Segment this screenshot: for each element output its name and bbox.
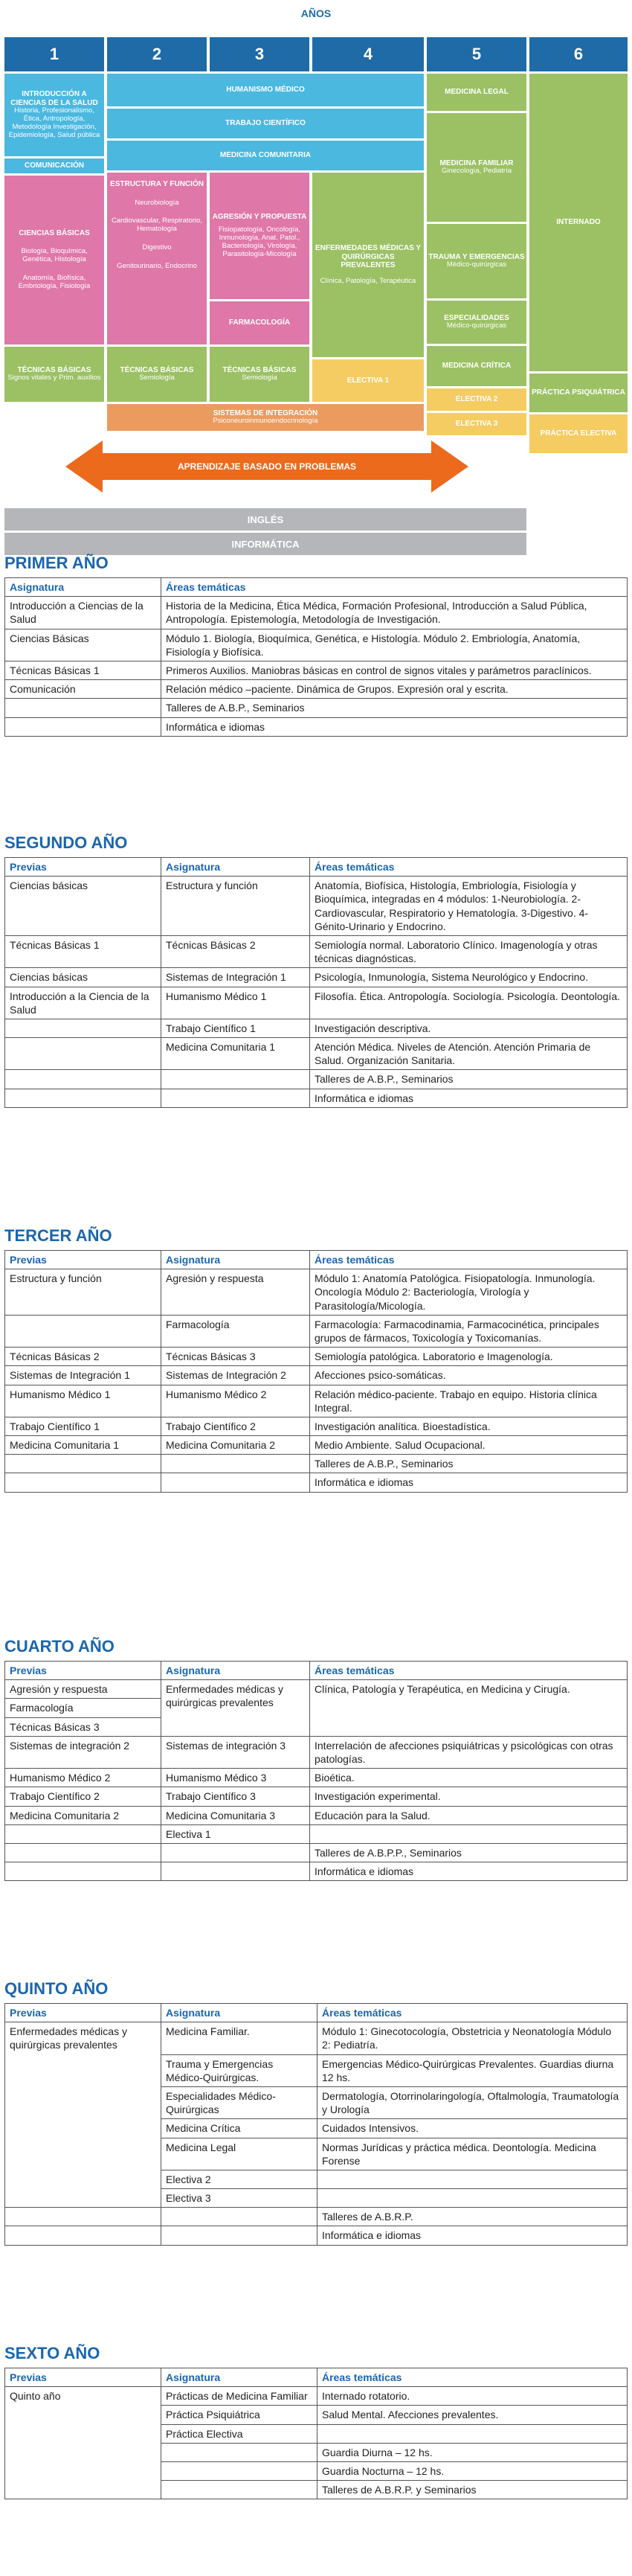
year-header-6: 6 (529, 37, 628, 71)
table-row (5, 1473, 628, 1492)
year-title: SEGUNDO AÑO (4, 833, 128, 852)
column-header: Áreas temáticas (310, 1251, 628, 1269)
table-cell (161, 2208, 317, 2226)
year-table-4 (4, 1661, 628, 1881)
table-cell: Atención Médica. Niveles de Atención. Atención Primaria de Salud. Organización Sanitaria. (310, 1038, 628, 1070)
table-cell: Salud Mental. Afecciones prevalentes. (317, 2406, 628, 2424)
block-medicina-critica: MEDICINA CRÍTICA (427, 346, 526, 386)
abp-label: APRENDIZAJE BASADO EN PROBLEMAS (177, 461, 357, 472)
table-cell: Técnicas Básicas 2 (161, 935, 310, 967)
table-cell: Enfermedades médicas y quirúrgicas prevalentes (161, 1680, 310, 1737)
table-row (5, 1436, 628, 1455)
block-sub: Fisiopatología, Oncología, Inmunología, Anat. Patol., Bacteriología, Virología, Parasitología-Micología (218, 225, 301, 258)
table-row (5, 597, 628, 629)
table-row (5, 1315, 628, 1347)
table-header-row (5, 2368, 628, 2387)
table-cell: Historia de la Medicina, Ética Médica, Formación Profesional, Introducción a Salud Pública, Antropología. Epistemología, Metodología de Investigación. (161, 597, 628, 629)
table-row (5, 1348, 628, 1366)
table-cell: Trauma y Emergencias Médico-Quirúrgicas. (161, 2054, 317, 2086)
table-cell (161, 2481, 317, 2499)
column-header: Áreas temáticas (310, 1662, 628, 1680)
table-row (5, 877, 628, 936)
table-cell: Anatomía, Biofísica, Histología, Embriología, Fisiología y Bioquímica, integradas en 4 módulos: 1-Neurobiología. 2-Cardiovascular, Respiratorio y Hematología. 3-Digestivo. 4- Génito-Urinario y Endocrino. (310, 877, 628, 936)
table-cell: Técnicas Básicas 2 (5, 1348, 161, 1366)
table-cell: Afecciones psico-somáticas. (310, 1366, 628, 1385)
table-cell (161, 2226, 317, 2245)
table-row (5, 1769, 628, 1787)
bar-ingles: INGLÉS (4, 508, 526, 531)
block-sub: Signos vitales y Prim. auxilios (7, 374, 101, 382)
table-cell: Talleres de A.B.P., Seminarios (161, 699, 628, 717)
table-row (5, 2208, 628, 2226)
table-cell: Investigación analítica. Bioestadística. (310, 1417, 628, 1435)
block-farmacologia: FARMACOLOGÍA (210, 301, 309, 345)
block-sub: Historia, Profesionalismo, Ética, Antropología, Metodología Investigación, Epidemiología, Salud pública (8, 106, 100, 139)
table-header-row (5, 578, 628, 597)
table-cell: Especialidades Médico-Quirúrgicas (161, 2086, 317, 2118)
table-cell: Medicina Crítica (161, 2119, 317, 2138)
table-cell (5, 1038, 161, 1070)
block-sub: Semiología (242, 374, 277, 382)
table-cell: Práctica Electiva (161, 2424, 317, 2443)
column-header: Previas (5, 858, 161, 877)
table-row (5, 968, 628, 987)
block-especialidades (427, 301, 526, 344)
table-row (5, 1455, 628, 1473)
table-cell: Informática e idiomas (310, 1089, 628, 1107)
table-cell: Guardia Nocturna – 12 hs. (317, 2461, 628, 2480)
block-title: TÉCNICAS BÁSICAS (120, 365, 194, 374)
year-table-5 (4, 2003, 628, 2246)
year-title: TERCER AÑO (4, 1226, 112, 1245)
block-tecnicas-basicas-3 (210, 347, 309, 402)
table-cell: Estructura y función (5, 1269, 161, 1316)
block-humanismo-medico: HUMANISMO MÉDICO (107, 74, 424, 106)
year-header-4: 4 (312, 37, 424, 71)
table-cell: Electiva 3 (161, 2189, 317, 2208)
table-row (5, 1269, 628, 1316)
table-cell: Módulo 1: Ginecotocología, Obstetricia y Neonatología Módulo 2: Pediatría. (317, 2022, 628, 2054)
table-row (5, 1843, 628, 1862)
table-cell: Relación médico –paciente. Dinámica de Grupos. Expresión oral y escrita. (161, 680, 628, 699)
table-cell: Medio Ambiente. Salud Ocupacional. (310, 1436, 628, 1455)
table-row (5, 1089, 628, 1107)
column-header: Áreas temáticas (161, 578, 628, 597)
block-practica-psiquiatrica: PRÁCTICA PSIQUIÁTRICA (529, 374, 628, 412)
table-cell: Dermatología, Otorrinolaringología, Oftalmología, Traumatología y Urología (317, 2086, 628, 2118)
table-cell: Módulo 1. Biología, Bioquímica, Genética, e Histología. Módulo 2. Embriología, Anatomía, Fisiología y Biofísica. (161, 629, 628, 661)
table-cell: Ciencias básicas (5, 968, 161, 987)
table-cell: Farmacología: Farmacodinamia, Farmacocinética, principales grupos de fármacos, Toxicología y Toxicomanías. (310, 1315, 628, 1347)
block-sub: Médico-quirúrgicas (446, 321, 507, 330)
table-row (5, 1070, 628, 1089)
table-cell: Electiva 1 (161, 1824, 310, 1843)
column-header: Asignatura (161, 858, 310, 877)
block-title: SISTEMAS DE INTEGRACIÓN (213, 408, 318, 417)
table-cell (5, 1089, 161, 1107)
column-header: Previas (5, 2368, 161, 2387)
table-row (5, 1680, 628, 1699)
column-header: Asignatura (161, 2368, 317, 2387)
column-header: Asignatura (5, 578, 161, 597)
table-row (5, 1366, 628, 1385)
table-row (5, 1019, 628, 1037)
table-cell (5, 1473, 161, 1492)
table-cell: Trabajo Científico 2 (161, 1417, 310, 1435)
table-cell: Sistemas de integración 2 (5, 1736, 161, 1768)
table-cell (5, 1455, 161, 1473)
table-cell: Humanismo Médico 3 (161, 1769, 310, 1787)
table-row (5, 2387, 628, 2406)
table-header-row (5, 2004, 628, 2022)
block-title: ESPECIALIDADES (444, 313, 509, 322)
block-sub: Médico-quirúrgicas (446, 260, 507, 269)
table-cell: Guardia Diurna – 12 hs. (317, 2443, 628, 2461)
block-item: Neurobiología (135, 198, 179, 207)
table-cell: Medicina Comunitaria 2 (161, 1436, 310, 1455)
block-medicina-comunitaria: MEDICINA COMUNITARIA (107, 141, 424, 170)
year-table-2 (4, 857, 628, 1108)
year-title: QUINTO AÑO (4, 1979, 109, 1998)
table-cell (5, 1315, 161, 1347)
year-title: PRIMER AÑO (4, 554, 109, 572)
table-header-row (5, 1251, 628, 1269)
table-cell (5, 1019, 161, 1037)
block-title: TRAUMA Y EMERGENCIAS (428, 252, 525, 261)
table-cell: Electiva 2 (161, 2170, 317, 2188)
block-agresion-respuesta (210, 173, 309, 299)
table-row (5, 1862, 628, 1881)
table-cell (161, 1070, 310, 1089)
block-tecnicas-basicas-2 (107, 347, 207, 402)
table-header-row (5, 858, 628, 877)
block-electiva-3: ELECTIVA 3 (427, 413, 526, 435)
table-cell (317, 2189, 628, 2208)
table-cell: Informática e idiomas (161, 717, 628, 736)
years-label: AÑOS (300, 7, 332, 19)
table-cell: Sistemas de integración 3 (161, 1736, 310, 1768)
block-electiva-2: ELECTIVA 2 (427, 388, 526, 411)
table-row (5, 661, 628, 679)
table-cell: Prácticas de Medicina Familiar (161, 2387, 317, 2406)
block-estructura-funcion (107, 173, 207, 345)
block-item: Cardiovascular, Respiratorio, Hematología (112, 217, 202, 234)
column-header: Áreas temáticas (317, 2368, 628, 2387)
table-cell: Ciencias básicas (5, 877, 161, 936)
table-cell: Bioética. (310, 1769, 628, 1787)
block-intro-ciencias-salud (4, 74, 104, 156)
table-cell: Trabajo Científico 1 (161, 1019, 310, 1037)
table-cell: Educación para la Salud. (310, 1806, 628, 1824)
table-cell: Sistemas de Integración 1 (5, 1366, 161, 1385)
bar-informatica: INFORMÁTICA (4, 533, 526, 555)
table-cell: Informática e idiomas (310, 1473, 628, 1492)
block-sub: Semiología (139, 374, 175, 382)
table-cell (5, 717, 161, 736)
table-row (5, 2022, 628, 2054)
block-title: MEDICINA FAMILIAR (439, 158, 514, 167)
block-title: AGRESIÓN Y PROPUESTA (212, 213, 307, 222)
table-row (5, 1417, 628, 1435)
table-cell: Introducción a la Ciencia de la Salud (5, 987, 161, 1019)
column-header: Asignatura (161, 2004, 317, 2022)
table-cell: Módulo 1: Anatomía Patológica. Fisiopatología. Inmunología. Oncología Módulo 2: Bacteriología, Virología y Parasitología/Micología. (310, 1269, 628, 1316)
table-cell: Relación médico-paciente. Trabajo en equipo. Historia clínica Integral. (310, 1385, 628, 1417)
block-internado: INTERNADO (529, 74, 628, 371)
table-cell (317, 2170, 628, 2188)
block-comunicacion: COMUNICACIÓN (4, 158, 104, 173)
block-title: ENFERMEDADES MÉDICAS Y QUIRÚRGICAS PREVALENTES (315, 244, 422, 270)
column-header: Asignatura (161, 1662, 310, 1680)
table-row (5, 1038, 628, 1070)
block-title: TÉCNICAS BÁSICAS (17, 365, 91, 374)
table-row (5, 699, 628, 717)
table-cell: Internado rotatorio. (317, 2387, 628, 2406)
table-cell: Trabajo Científico 2 (5, 1787, 161, 1806)
table-cell (5, 1070, 161, 1089)
column-header: Previas (5, 1662, 161, 1680)
table-cell: Ciencias Básicas (5, 629, 161, 661)
table-cell: Emergencias Médico-Quirúrgicas Prevalentes. Guardias diurna 12 hs. (317, 2054, 628, 2086)
table-cell: Clínica, Patología y Terapéutica, en Medicina y Cirugía. (310, 1680, 628, 1737)
table-cell: Cuidados Intensivos. (317, 2119, 628, 2138)
table-cell: Informática e idiomas (317, 2226, 628, 2245)
table-cell (5, 1843, 161, 1862)
column-header: Asignatura (161, 1251, 310, 1269)
table-cell: Farmacología (5, 1699, 161, 1717)
block-item: Genitourinario, Endocrino (117, 262, 197, 271)
table-cell: Agresión y respuesta (5, 1680, 161, 1699)
table-row (5, 987, 628, 1019)
table-row (5, 680, 628, 699)
block-practica-electiva: PRÁCTICA ELECTIVA (529, 414, 628, 453)
table-cell (5, 699, 161, 717)
table-cell: Farmacología (161, 1315, 310, 1347)
table-cell: Técnicas Básicas 1 (5, 661, 161, 679)
table-cell: Quinto año (5, 2387, 161, 2499)
table-cell: Medicina Comunitaria 1 (5, 1436, 161, 1455)
table-cell: Interrelación de afecciones psiquiátricas y psicológicas con otras patologías. (310, 1736, 628, 1768)
block-sub: Ginecología, Pediatría (441, 167, 512, 176)
block-tecnicas-basicas-1 (4, 347, 104, 402)
table-cell: Talleres de A.B.P., Seminarios (310, 1070, 628, 1089)
table-cell (5, 2226, 161, 2245)
block-ciencias-basicas (4, 176, 104, 345)
table-cell (5, 1862, 161, 1881)
year-header-5: 5 (427, 37, 526, 71)
column-header: Áreas temáticas (317, 2004, 628, 2022)
table-cell: Técnicas Básicas 1 (5, 935, 161, 967)
table-cell (161, 1862, 310, 1881)
block-title: TÉCNICAS BÁSICAS (222, 365, 297, 374)
table-row (5, 1787, 628, 1806)
table-cell: Sistemas de Integración 1 (161, 968, 310, 987)
table-cell: Práctica Psiquiátrica (161, 2406, 317, 2424)
table-row (5, 2226, 628, 2245)
table-cell: Semiología patológica. Laboratorio e Imagenología. (310, 1348, 628, 1366)
table-cell: Medicina Comunitaria 2 (5, 1806, 161, 1824)
block-title: ESTRUCTURA Y FUNCIÓN (110, 180, 204, 188)
block-medicina-familiar (427, 113, 526, 222)
table-cell: Investigación descriptiva. (310, 1019, 628, 1037)
table-cell: Trabajo Científico 3 (161, 1787, 310, 1806)
table-cell (161, 1455, 310, 1473)
table-cell: Humanismo Médico 2 (161, 1385, 310, 1417)
table-cell: Talleres de A.B.P., Seminarios (310, 1455, 628, 1473)
column-header: Áreas temáticas (310, 858, 628, 877)
table-cell: Informática e idiomas (310, 1862, 628, 1881)
block-sub: Psiconeuroinmunoendocrinología (213, 417, 318, 426)
block-item: Digestivo (142, 243, 172, 252)
table-row (5, 1385, 628, 1417)
year-title: CUARTO AÑO (4, 1637, 115, 1656)
table-row (5, 1736, 628, 1768)
table-cell: Medicina Comunitaria 1 (161, 1038, 310, 1070)
table-cell (161, 1473, 310, 1492)
block-enfermedades-prevalentes (312, 173, 424, 357)
table-cell: Filosofía. Ética. Antropología. Sociología. Psicología. Deontología. (310, 987, 628, 1019)
table-cell (161, 1089, 310, 1107)
table-cell: Trabajo Científico 1 (5, 1417, 161, 1435)
table-cell: Investigación experimental. (310, 1787, 628, 1806)
block-trauma-emergencias (427, 224, 526, 298)
table-cell: Medicina Comunitaria 3 (161, 1806, 310, 1824)
column-header: Previas (5, 1251, 161, 1269)
table-row (5, 935, 628, 967)
table-row (5, 717, 628, 736)
table-cell: Humanismo Médico 1 (5, 1385, 161, 1417)
table-cell: Agresión y respuesta (161, 1269, 310, 1316)
block-sub: Biología, Bioquímica, Genética, Histología (21, 247, 88, 264)
table-cell (5, 2208, 161, 2226)
column-header: Previas (5, 2004, 161, 2022)
table-cell: Talleres de A.B.P.P., Seminarios (310, 1843, 628, 1862)
table-cell: Normas Jurídicas y práctica médica. Deontología. Medicina Forense (317, 2138, 628, 2170)
block-sub: Clínica, Patología, Terapéutica (320, 276, 416, 285)
table-cell: Talleres de A.B.R.P. (317, 2208, 628, 2226)
table-row (5, 629, 628, 661)
year-table-6 (4, 2368, 628, 2499)
table-cell: Medicina Legal (161, 2138, 317, 2170)
table-cell: Humanismo Médico 1 (161, 987, 310, 1019)
table-row (5, 1806, 628, 1824)
table-cell (161, 1843, 310, 1862)
table-cell: Talleres de A.B.R.P. y Seminarios (317, 2481, 628, 2499)
table-cell: Comunicación (5, 680, 161, 699)
block-sistemas-integracion (107, 404, 424, 431)
block-title: CIENCIAS BÁSICAS (19, 228, 90, 237)
block-sub: Anatomía, Biofísica, Embriología, Fisiología (18, 274, 91, 291)
block-title: INTRODUCCIÓN A CIENCIAS DE LA SALUD (10, 90, 98, 107)
table-cell: Técnicas Básicas 3 (161, 1348, 310, 1366)
table-cell: Introducción a Ciencias de la Salud (5, 597, 161, 629)
table-cell (161, 2443, 317, 2461)
block-medicina-legal: MEDICINA LEGAL (427, 74, 526, 111)
table-cell (310, 1824, 628, 1843)
table-header-row (5, 1662, 628, 1680)
table-cell: Primeros Auxilios. Maniobras básicas en control de signos vitales y parámetros paraclínicos. (161, 661, 628, 679)
table-cell (5, 1824, 161, 1843)
year-table-3 (4, 1250, 628, 1493)
table-cell: Estructura y función (161, 877, 310, 936)
table-cell (317, 2424, 628, 2443)
year-header-3: 3 (210, 37, 309, 71)
table-cell: Semiología normal. Laboratorio Clínico. Imagenología y otras técnicas diagnósticas. (310, 935, 628, 967)
year-header-1: 1 (4, 37, 104, 71)
table-cell: Humanismo Médico 2 (5, 1769, 161, 1787)
block-trabajo-cientifico: TRABAJO CIENTÍFICO (107, 109, 424, 138)
table-cell: Sistemas de Integración 2 (161, 1366, 310, 1385)
table-cell: Psicología, Inmunología, Sistema Neurológico y Endocrino. (310, 968, 628, 987)
table-cell (161, 2461, 317, 2480)
table-cell: Enfermedades médicas y quirúrgicas prevalentes (5, 2022, 161, 2208)
year-header-2: 2 (107, 37, 207, 71)
year-title: SEXTO AÑO (4, 2344, 100, 2362)
table-cell: Técnicas Básicas 3 (5, 1717, 161, 1736)
table-row (5, 1824, 628, 1843)
block-electiva-1: ELECTIVA 1 (312, 359, 424, 402)
year-table-1 (4, 577, 628, 737)
table-cell: Medicina Familiar. (161, 2022, 317, 2054)
